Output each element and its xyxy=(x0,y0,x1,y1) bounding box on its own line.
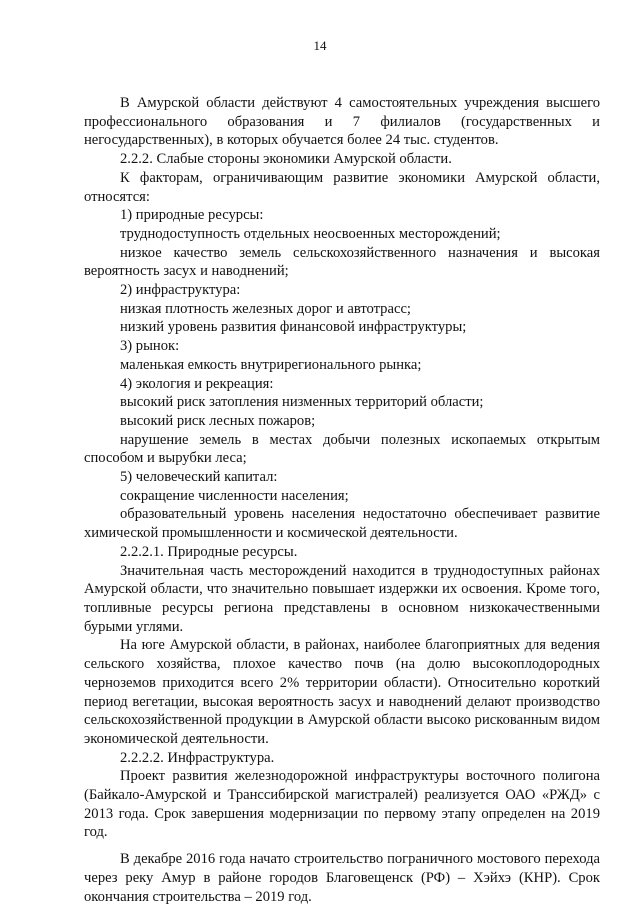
paragraph: Значительная часть месторождений находится в труднодоступных районах Амурской области, что значительно повышает издержки их освоения. Кроме того, топливные ресурсы региона представлены в основном низкокачественными бурыми углями. xyxy=(84,562,600,635)
list-item: нарушение земель в местах добычи полезных ископаемых открытым способом и вырубки леса; xyxy=(84,431,600,467)
list-heading: 1) природные ресурсы: xyxy=(120,207,264,224)
list-item: сокращение численности населения; xyxy=(120,487,349,504)
list-heading: 4) экология и рекреация: xyxy=(120,375,274,392)
list-heading: 3) рынок: xyxy=(120,338,180,355)
list-item: низкий уровень развития финансовой инфраструктуры; xyxy=(120,319,467,336)
paragraph: Проект развития железнодорожной инфраструктуры восточного полигона (Байкало-Амурской и Транссибирской магистралей) реализуется ОАО «РЖД» с 2013 года. Срок завершения модернизации по первому этапу определен на 2019 год. xyxy=(84,768,600,841)
section-heading: 2.2.2. Слабые стороны экономики Амурской области. xyxy=(120,151,452,168)
list-item: высокий риск затопления низменных территорий области; xyxy=(120,394,484,411)
list-item: маленькая емкость внутрирегионального рынка; xyxy=(120,356,422,373)
list-heading: 2) инфраструктура: xyxy=(120,282,241,299)
paragraph: В Амурской области действуют 4 самостоятельных учреждения высшего профессионального образования и 7 филиалов (государственных и негосударственных), в которых обучается более 24 тыс. студентов. xyxy=(84,95,600,149)
list-item: низкое качество земель сельскохозяйственного назначения и высокая вероятность засух и наводнений; xyxy=(84,244,600,280)
paragraph: В декабре 2016 года начато строительство пограничного мостового перехода через реку Амур в районе городов Благовещенск (РФ) – Хэйхэ (КНР). Срок окончания строительства – 2019 год. xyxy=(84,851,600,905)
section-heading: 2.2.2.1. Природные ресурсы. xyxy=(120,543,298,560)
list-item: труднодоступность отдельных неосвоенных месторождений; xyxy=(120,225,501,242)
document-body xyxy=(84,94,600,906)
paragraph: К факторам, ограничивающим развитие экономики Амурской области, относятся: xyxy=(84,169,600,205)
page-number: 14 xyxy=(313,38,327,53)
list-heading: 5) человеческий капитал: xyxy=(120,469,278,486)
list-item: высокий риск лесных пожаров; xyxy=(120,412,316,429)
section-heading: 2.2.2.2. Инфраструктура. xyxy=(120,749,275,766)
list-item: образовательный уровень населения недостаточно обеспечивает развитие химической промышленности и космической деятельности. xyxy=(84,506,600,542)
list-item: низкая плотность железных дорог и автотрасс; xyxy=(120,300,411,317)
paragraph: На юге Амурской области, в районах, наиболее благоприятных для ведения сельского хозяйства, плохое качество почв (на долю высокоплодородных черноземов приходится всего 2% территории области). Относительно короткий период вегетации, высокая вероятность засух и наводнений делают производство сельскохозяйственной продукции в Амурской области высоко рискованным видом экономической деятельности. xyxy=(84,637,600,747)
